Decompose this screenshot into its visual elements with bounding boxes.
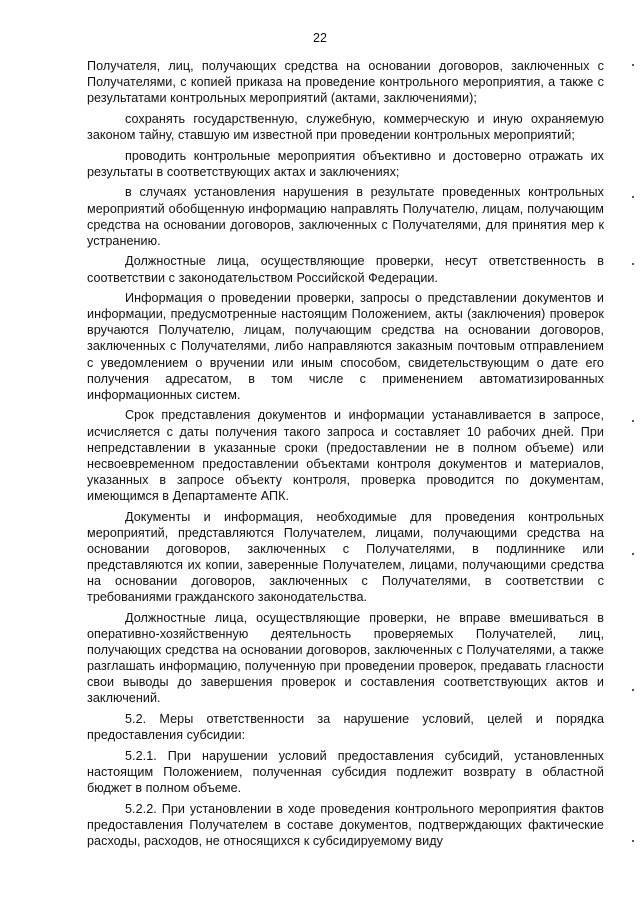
paragraph-section-5-2-1: 5.2.1. При нарушении условий предоставления субсидий, установленных настоящим Положением, полученная субсидия подлежит возврату в областной бюджет в полном объеме.	[87, 748, 604, 795]
paragraph-duty-violations: в случаях установления нарушения в результате проведенных контрольных мероприятий обобщенную информацию направлять Получателю, лицам, получающим средства на основании договоров, заключенных с Получателями, для принятия мер к устранению.	[87, 185, 604, 248]
scan-margin-mark	[632, 64, 634, 66]
paragraph-section-5-2: 5.2. Меры ответственности за нарушение условий, целей и порядка предоставления субсидии:	[87, 711, 604, 742]
page-number: 22	[313, 31, 327, 45]
paragraph-delivery-of-info: Информация о проведении проверки, запросы о представлении документов и информации, предусмотренные настоящим Положением, акты (заключения) проверок вручаются Получателю, лицам, получающим средства на основании договоров, заключенных с Получателями, либо направляются заказным почтовым отправлением с уведомлением о вручении или иным способом, свидетельствующим о дате его получения адресатом, в том числе с применением автоматизированных информационных систем.	[87, 291, 604, 402]
scan-margin-mark	[632, 263, 634, 265]
scan-margin-mark	[632, 553, 634, 555]
paragraph-continuation: Получателя, лиц, получающих средства на основании договоров, заключенных с Получателями, с копией приказа на проведение контрольного мероприятия, а также с результатами контрольных мероприятий (актами, заключениями);	[87, 59, 604, 106]
paragraph-documents: Документы и информация, необходимые для проведения контрольных мероприятий, представляются Получателем, лицами, получающими средства на основании договоров, заключенных с Получателями, в подлиннике или представляются их копии, заверенные Получателем, лицами, получающими средства на основании договоров, заключенных с Получателями, в соответствии с требованиями гражданского законодательства.	[87, 509, 604, 605]
paragraph-duty-objectivity: проводить контрольные мероприятия объективно и достоверно отражать их результаты в соответствующих актах и заключениях;	[87, 148, 604, 179]
paragraph-deadline: Срок представления документов и информации устанавливается в запросе, исчисляется с даты получения такого запроса и составляет 10 рабочих дней. При непредставлении в указанные сроки (предоставлении не в полном объеме) или несвоевременном предоставлении объектами контроля документов и материалов, указанных в запросе объекту контроля, проверка проводится по документам, имеющимся в Департаменте АПК.	[87, 408, 604, 503]
paragraph-section-5-2-2: 5.2.2. При установлении в ходе проведения контрольного мероприятия фактов предоставления Получателем в составе документов, подтверждающих фактические расходы, расходов, не относящихся к субсидируемому виду	[87, 801, 604, 848]
scan-margin-mark	[632, 840, 634, 842]
scan-margin-mark	[632, 420, 634, 422]
paragraph-duty-secrecy: сохранять государственную, служебную, коммерческую и иную охраняемую законом тайну, ставшую им известной при проведении контрольных мероприятий;	[87, 111, 604, 142]
paragraph-non-interference: Должностные лица, осуществляющие проверки, не вправе вмешиваться в оперативно-хозяйственную деятельность проверяемых Получателей, лиц, получающих средства на основании договоров, заключенных с Получателями, а также разглашать информацию, полученную при проведении проверок, предавать гласности свои выводы до завершения проверок и составления соответствующих актов и заключений.	[87, 610, 604, 706]
paragraph-responsibility: Должностные лица, осуществляющие проверки, несут ответственность в соответствии с законодательством Российской Федерации.	[87, 254, 604, 285]
scan-margin-mark	[632, 196, 634, 198]
document-body	[87, 58, 604, 849]
scan-margin-mark	[632, 689, 634, 691]
